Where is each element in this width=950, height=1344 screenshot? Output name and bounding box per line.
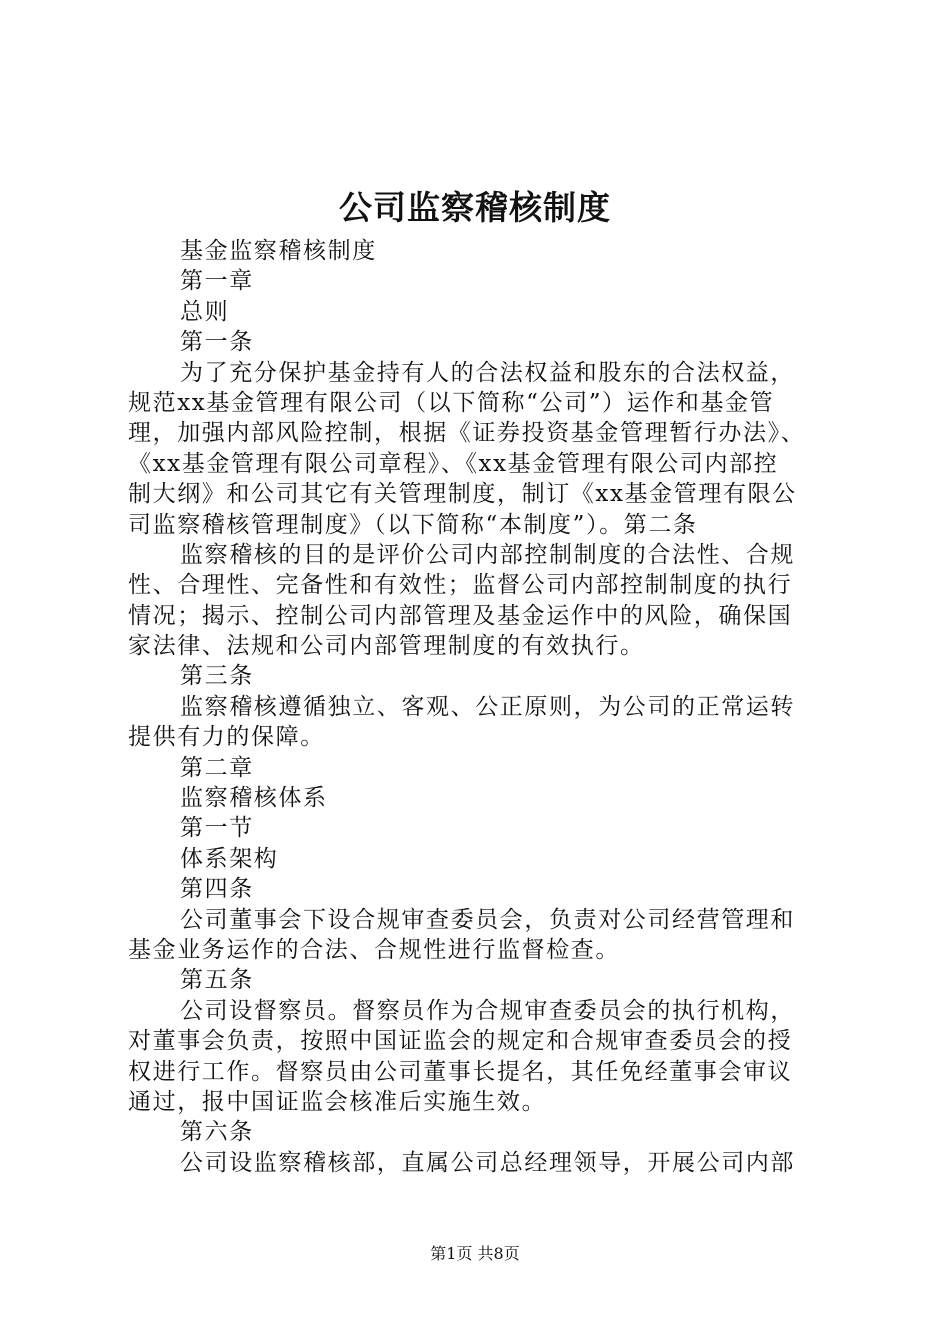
text-line: 第四条 [180,876,254,903]
text-line: 基金监察稽核制度 [180,238,377,264]
text-line: 公司设监察稽核部，直属公司总经理领导，开展公司内部 [180,1149,795,1176]
text-line: 《xx基金管理有限公司章程》、《xx基金管理有限公司内部控 [128,450,779,477]
text-line: 性、合理性、完备性和有效性；监督公司内部控制制度的执行 [128,572,793,599]
text-line: 第一条 [180,329,254,356]
text-line: 提供有力的保障。 [128,724,325,751]
text-line: 理，加强内部风险控制，根据《证券投资基金管理暂行办法》、 [128,420,806,447]
text-line: 规范xx基金管理有限公司（以下简称“公司”）运作和基金管 [128,389,775,416]
text-line: 为了充分保护基金持有人的合法权益和股东的合法权益， [180,359,795,386]
text-line: 监察稽核的目的是评价公司内部控制制度的合法性、合规 [180,541,795,568]
text-line: 对董事会负责，按照中国证监会的规定和合规审查委员会的授 [128,1028,793,1055]
document-title: 公司监察稽核制度 [339,188,611,227]
text-line: 家法律、法规和公司内部管理制度的有效执行。 [128,633,645,660]
text-line: 公司董事会下设合规审查委员会，负责对公司经营管理和 [180,906,795,933]
text-line: 制大纲》和公司其它有关管理制度，制订《xx基金管理有限公 [128,481,797,508]
text-line: 第三条 [180,663,254,690]
text-line: 通过，报中国证监会核准后实施生效。 [128,1088,547,1115]
text-line: 基金业务运作的合法、合规性进行监督检查。 [128,936,620,963]
text-line: 司监察稽核管理制度》（以下简称“本制度”）。第二条 [128,511,698,538]
text-line: 第一节 [180,815,254,842]
text-line: 权进行工作。督察员由公司董事长提名，其任免经董事会审议 [128,1058,793,1085]
text-line: 监察稽核体系 [180,785,328,812]
document-body [128,236,834,1178]
text-line: 总则 [180,298,230,325]
text-line: 监察稽核遵循独立、客观、公正原则，为公司的正常运转 [180,693,795,720]
text-line: 情况；揭示、控制公司内部管理及基金运作中的风险，确保国 [128,602,793,629]
text-line: 体系架构 [180,845,279,872]
text-line: 公司设督察员。督察员作为合规审查委员会的执行机构， [180,997,795,1024]
text-line: 第一章 [180,268,254,295]
text-line: 第二章 [180,754,254,781]
text-line: 第六条 [180,1119,254,1146]
page-footer: 第1页 共8页 [430,1244,520,1263]
text-line: 第五条 [180,967,254,994]
